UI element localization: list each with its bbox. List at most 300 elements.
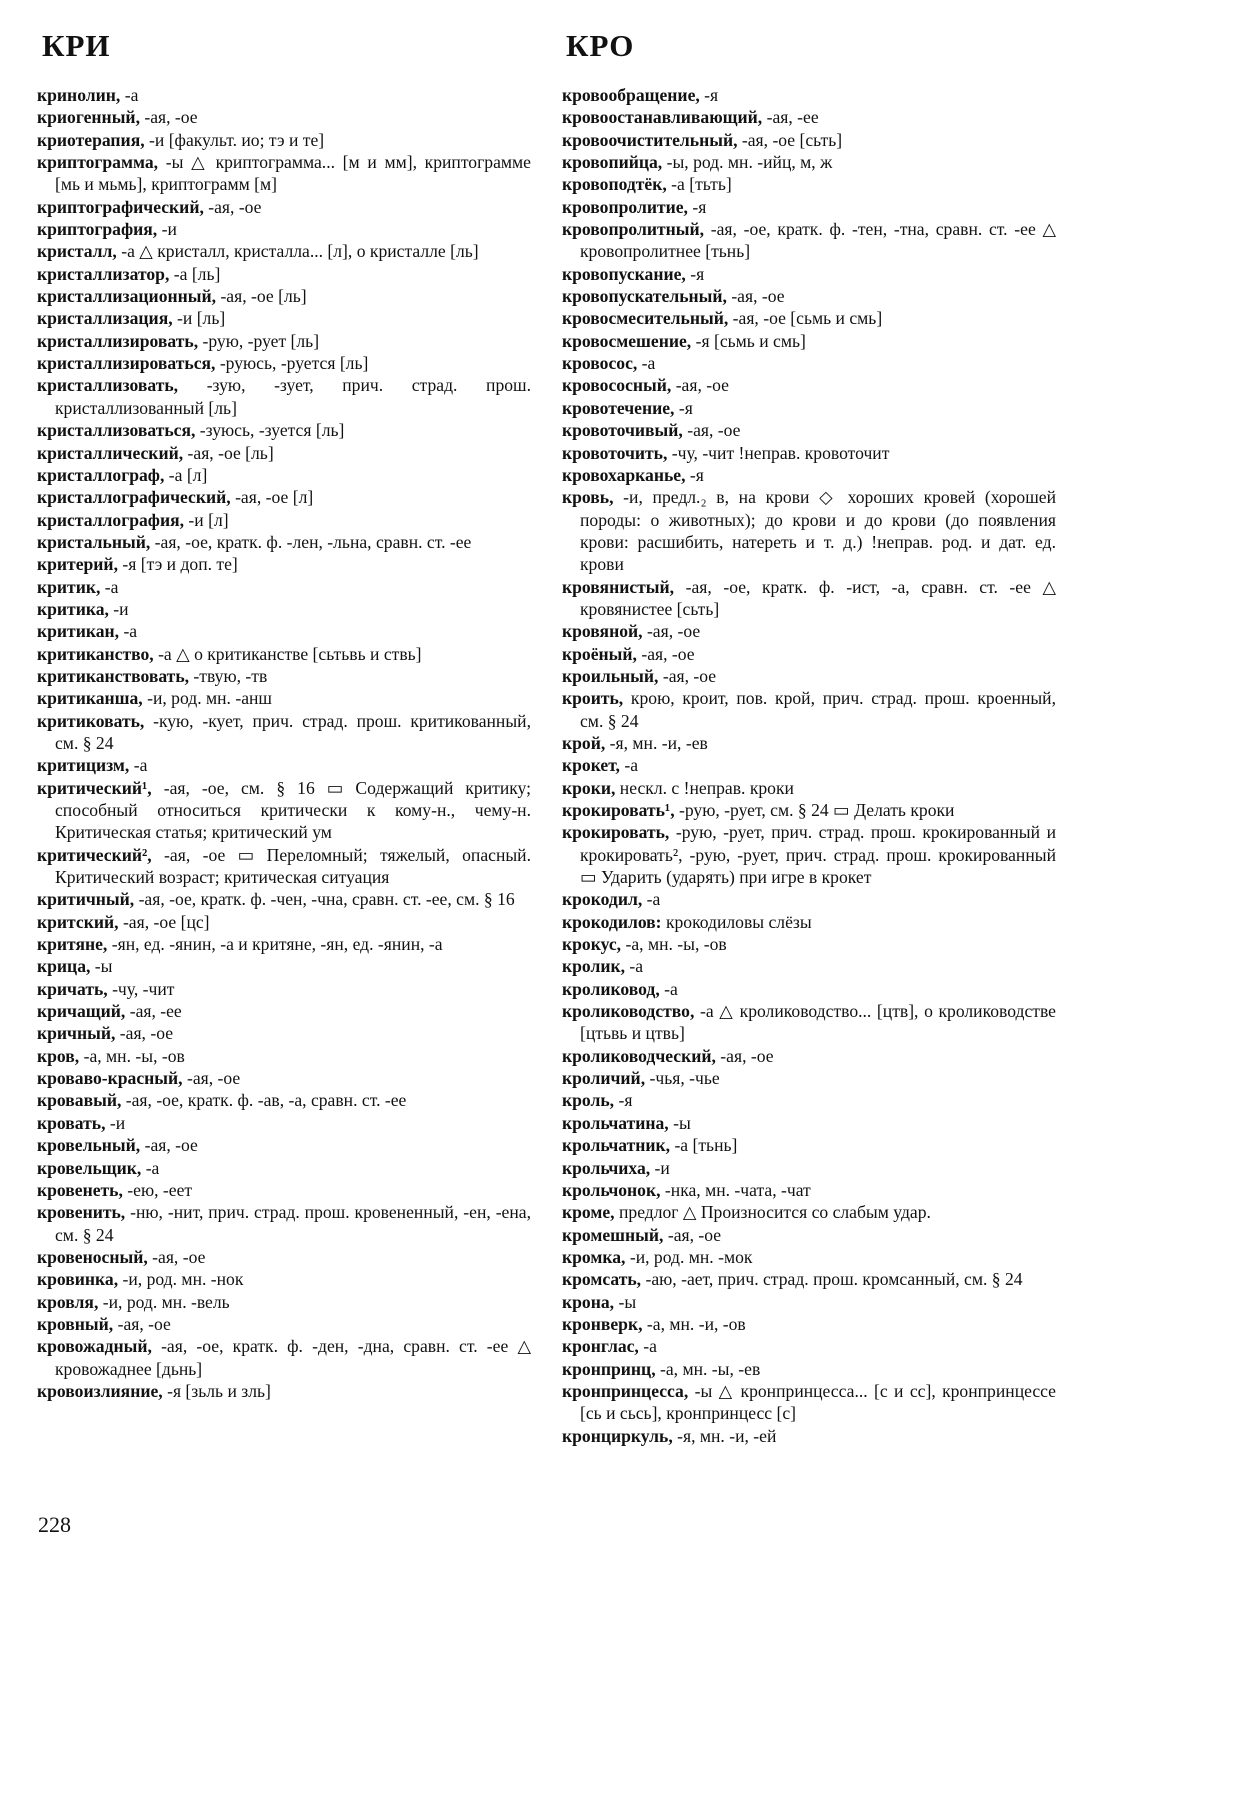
entry-definition: -ая, -ое bbox=[715, 1045, 774, 1066]
headword: кровинка, bbox=[37, 1269, 119, 1290]
headword: кровоточивый, bbox=[562, 420, 683, 441]
dictionary-entry bbox=[562, 330, 1056, 352]
left-column bbox=[37, 84, 531, 1402]
dictionary-entry bbox=[562, 576, 1056, 621]
headword: критикан, bbox=[37, 621, 120, 642]
headword: кролиководческий, bbox=[562, 1045, 716, 1066]
entry-definition: -а, мн. -ы, -ов bbox=[621, 934, 727, 955]
headword: кристальный, bbox=[37, 531, 151, 552]
headword: кроме, bbox=[562, 1202, 615, 1223]
headword: кровенеть, bbox=[37, 1179, 123, 1200]
entry-definition: -а bbox=[638, 1336, 657, 1357]
entry-definition: -ню, -нит, прич. страд. прош. кровененный, -ен, -ена, см. § 24 bbox=[55, 1202, 531, 1245]
entry-definition: -ая, -ое bbox=[139, 107, 198, 128]
headword: кровопийца, bbox=[562, 152, 663, 173]
dictionary-entry bbox=[37, 1022, 531, 1044]
dictionary-entry bbox=[562, 1380, 1056, 1425]
headword: крокодилов: bbox=[562, 911, 662, 932]
entry-definition: -а bbox=[659, 978, 678, 999]
entry-definition: -твую, -тв bbox=[189, 665, 268, 686]
dictionary-entry bbox=[562, 84, 1056, 106]
headword: криптография, bbox=[37, 219, 158, 240]
right-column bbox=[562, 84, 1056, 1447]
entry-definition: -ы bbox=[614, 1291, 637, 1312]
dictionary-entry bbox=[562, 1112, 1056, 1134]
headword: кровохарканье, bbox=[562, 464, 686, 485]
entry-definition: -ая, -ое [ль] bbox=[216, 286, 307, 307]
headword: кричный, bbox=[37, 1023, 116, 1044]
entry-definition: -я bbox=[674, 397, 693, 418]
dictionary-entry bbox=[37, 777, 531, 844]
dictionary-entry bbox=[37, 687, 531, 709]
entry-definition: -а △ о критиканстве [сьтьвь и ствь] bbox=[153, 643, 422, 664]
entry-definition: -а bbox=[625, 956, 644, 977]
entry-definition: -а [тьть] bbox=[666, 174, 732, 195]
dictionary-entry bbox=[562, 151, 1056, 173]
entry-definition: -а △ кролиководство... [цтв], о кролиководстве [цтьвь и цтвь] bbox=[580, 1001, 1056, 1044]
dictionary-entry bbox=[37, 531, 531, 553]
entry-definition: -ая, -ое bbox=[115, 1023, 174, 1044]
right-running-header: КРО bbox=[566, 28, 635, 63]
dictionary-entry bbox=[562, 933, 1056, 955]
entry-definition: -и, предл.₂ в, на крови ◇ хороших кровей (хорошей породы: о животных); до крови и до крови (до появления крови: расшибить, натереть и т. д.) !неправ. род. и дат. ед. крови bbox=[580, 487, 1056, 575]
entry-definition: -я bbox=[685, 464, 704, 485]
headword: крона, bbox=[562, 1291, 615, 1312]
headword: кровянистый, bbox=[562, 576, 675, 597]
headword: критиковать, bbox=[37, 710, 145, 731]
dictionary-entry bbox=[562, 1335, 1056, 1357]
dictionary-entry bbox=[37, 464, 531, 486]
headword: кровосмешение, bbox=[562, 330, 692, 351]
dictionary-entry bbox=[562, 888, 1056, 910]
headword: крокировать¹, bbox=[562, 800, 675, 820]
headword: кровенить, bbox=[37, 1202, 126, 1223]
entry-definition: предлог △ Произносится со слабым удар. bbox=[614, 1202, 931, 1223]
headword: кристаллизировать, bbox=[37, 330, 199, 351]
entry-definition: -и [факульт. ио; тэ и те] bbox=[144, 129, 325, 150]
entry-definition: -ая, -ое [ль] bbox=[183, 442, 274, 463]
dictionary-entry bbox=[562, 754, 1056, 776]
headword: кристалл, bbox=[37, 241, 117, 262]
dictionary-entry bbox=[562, 1000, 1056, 1045]
headword: кроваво-красный, bbox=[37, 1068, 183, 1089]
dictionary-entry bbox=[37, 263, 531, 285]
dictionary-entry bbox=[37, 754, 531, 776]
entry-definition: -ая, -ое bbox=[147, 1246, 206, 1267]
entry-definition: -и bbox=[105, 1112, 126, 1133]
entry-definition: -и bbox=[157, 219, 177, 240]
dictionary-entry bbox=[562, 643, 1056, 665]
headword: кровосмесительный, bbox=[562, 308, 729, 329]
headword: кроки, bbox=[562, 777, 616, 798]
headword: кричащий, bbox=[37, 1001, 126, 1022]
headword: кричать, bbox=[37, 978, 108, 999]
dictionary-entry bbox=[562, 196, 1056, 218]
headword: кринолин, bbox=[37, 85, 121, 105]
page-number: 228 bbox=[38, 1512, 71, 1537]
entry-definition: -и [ль] bbox=[172, 308, 226, 329]
dictionary-entry bbox=[562, 911, 1056, 933]
dictionary-entry bbox=[37, 419, 531, 441]
entry-definition: -ая, -ое bbox=[203, 196, 262, 217]
headword: кровоизлияние, bbox=[37, 1380, 163, 1401]
entry-definition: -и, род. мн. -мок bbox=[625, 1246, 753, 1267]
entry-definition: -а bbox=[120, 85, 139, 105]
headword: крольчатина, bbox=[562, 1112, 669, 1133]
dictionary-entry bbox=[37, 285, 531, 307]
dictionary-entry bbox=[37, 1313, 531, 1335]
entry-definition: -а bbox=[141, 1157, 160, 1178]
entry-definition: -и bbox=[650, 1157, 670, 1178]
dictionary-entry bbox=[37, 129, 531, 151]
entry-definition: -ая, -ое bbox=[671, 375, 729, 396]
entry-definition: -рую, -рует, прич. страд. прош. крокированный и крокировать², -рую, -рует, прич. страд. прош. крокированный ▭ Ударить (ударять) при игре в крокет bbox=[580, 822, 1056, 888]
entry-definition: -чу, -чит bbox=[107, 978, 175, 999]
entry-definition: -я, мн. -и, -ев bbox=[605, 732, 708, 753]
headword: крица, bbox=[37, 956, 91, 977]
entry-definition: -а △ кристалл, кристалла... [л], о кристалле [ль] bbox=[116, 241, 479, 262]
dictionary-entry bbox=[562, 307, 1056, 329]
headword: кромка, bbox=[562, 1246, 626, 1267]
headword: кристаллизоваться, bbox=[37, 420, 196, 441]
entry-definition: -ы bbox=[668, 1112, 691, 1133]
headword: критичный, bbox=[37, 889, 135, 910]
headword: кронпринцесса, bbox=[562, 1380, 689, 1401]
dictionary-entry bbox=[562, 620, 1056, 642]
dictionary-entry bbox=[37, 1179, 531, 1201]
dictionary-entry bbox=[562, 1201, 1056, 1223]
entry-definition: -я bbox=[685, 263, 705, 284]
entry-definition: -я, мн. -и, -ей bbox=[672, 1425, 777, 1446]
dictionary-entry bbox=[562, 129, 1056, 151]
entry-definition: -я bbox=[687, 196, 707, 217]
headword: критиканство, bbox=[37, 643, 154, 664]
headword: кровный, bbox=[37, 1313, 114, 1334]
entry-definition: -а bbox=[129, 755, 148, 776]
entry-definition: -ая, -ое bbox=[658, 665, 717, 686]
dictionary-entry bbox=[562, 1089, 1056, 1111]
dictionary-entry bbox=[37, 509, 531, 531]
headword: кристаллизовать, bbox=[37, 375, 179, 396]
entry-definition: -аю, -ает, прич. страд. прош. кромсанный, см. § 24 bbox=[641, 1269, 1023, 1290]
entry-definition: -рую, -рует [ль] bbox=[198, 330, 320, 351]
dictionary-entry bbox=[562, 821, 1056, 888]
headword: критик, bbox=[37, 576, 101, 597]
dictionary-entry bbox=[562, 173, 1056, 195]
headword: критический¹, bbox=[37, 777, 152, 798]
entry-definition: -а bbox=[619, 755, 639, 776]
entry-definition: -а, мн. -и, -ов bbox=[642, 1313, 746, 1334]
headword: кристаллизационный, bbox=[37, 286, 217, 307]
entry-definition: -а, мн. -ы, -ев bbox=[655, 1358, 761, 1379]
entry-definition: крокодиловы слёзы bbox=[661, 911, 812, 932]
dictionary-entry bbox=[562, 106, 1056, 128]
dictionary-entry bbox=[37, 307, 531, 329]
entry-definition: крою, кроит, пов. крой, прич. страд. прош. кроенный, см. § 24 bbox=[580, 688, 1056, 731]
headword: крокет, bbox=[562, 755, 620, 776]
dictionary-entry bbox=[37, 576, 531, 598]
headword: кровопролитие, bbox=[562, 196, 688, 217]
dictionary-entry bbox=[37, 1000, 531, 1022]
headword: кровяной, bbox=[562, 621, 643, 642]
headword: кровельный, bbox=[37, 1135, 141, 1156]
headword: кров, bbox=[37, 1045, 80, 1066]
dictionary-entry bbox=[562, 1291, 1056, 1313]
entry-definition: -и, род. мн. -анш bbox=[142, 688, 272, 709]
entry-definition: -рую, -рует, см. § 24 ▭ Делать кроки bbox=[674, 800, 955, 820]
entry-definition: -ян, ед. -янин, -а и критяне, -ян, ед. -янин, -а bbox=[107, 934, 443, 955]
entry-definition: -руюсь, -руется [ль] bbox=[215, 353, 369, 374]
dictionary-entry bbox=[37, 710, 531, 755]
headword: кролиководство, bbox=[562, 1001, 695, 1022]
dictionary-entry bbox=[37, 374, 531, 419]
headword: кронпринц, bbox=[562, 1358, 656, 1379]
dictionary-entry bbox=[37, 1380, 531, 1402]
dictionary-entry bbox=[562, 978, 1056, 1000]
headword: кровоочистительный, bbox=[562, 129, 738, 150]
entry-definition: -ая, -ое, кратк. ф. -ден, -дна, сравн. ст. -ее △ кровожаднее [дьнь] bbox=[55, 1336, 531, 1379]
entry-definition: -нка, мн. -чата, -чат bbox=[660, 1179, 811, 1200]
dictionary-entry bbox=[562, 1134, 1056, 1156]
headword: кровеносный, bbox=[37, 1246, 148, 1267]
dictionary-entry bbox=[37, 1045, 531, 1067]
entry-definition: -кую, -кует, прич. страд. прош. критикованный, см. § 24 bbox=[55, 710, 531, 753]
entry-definition: -ая, -ое, см. § 16 ▭ Содержащий критику; способный относиться критически к кому-н., чему-н. Критическая статья; критический ум bbox=[55, 777, 531, 843]
headword: кроить, bbox=[562, 688, 624, 709]
headword: крольчатник, bbox=[562, 1135, 671, 1156]
dictionary-entry bbox=[562, 955, 1056, 977]
entry-definition: -ая, -ое [л] bbox=[230, 487, 314, 508]
headword: критиканша, bbox=[37, 688, 143, 709]
headword: критический², bbox=[37, 844, 152, 865]
dictionary-entry bbox=[37, 84, 531, 106]
dictionary-entry bbox=[562, 1045, 1056, 1067]
entry-definition: -ая, -ое [сьмь и смь] bbox=[728, 308, 883, 329]
entry-definition: -ы bbox=[90, 956, 113, 977]
entry-definition: -а [л] bbox=[164, 464, 208, 485]
entry-definition: -ая, -ое, кратк. ф. -лен, -льна, сравн. ст. -ее bbox=[150, 531, 472, 552]
entry-definition: -а bbox=[100, 576, 119, 597]
dictionary-entry bbox=[562, 1268, 1056, 1290]
entry-definition: -а, мн. -ы, -ов bbox=[79, 1045, 185, 1066]
headword: кролик, bbox=[562, 956, 626, 977]
dictionary-entry bbox=[562, 687, 1056, 732]
entry-definition: -я [сьмь и смь] bbox=[691, 330, 806, 351]
dictionary-entry bbox=[562, 1067, 1056, 1089]
dictionary-entry bbox=[37, 352, 531, 374]
entry-definition: -ая, -ое, кратк. ф. -ав, -а, сравн. ст. -ее bbox=[121, 1090, 407, 1111]
entry-definition: -ая, -ое, кратк. ф. -чен, -чна, сравн. ст. -ее, см. § 16 bbox=[134, 889, 515, 910]
dictionary-entry bbox=[37, 442, 531, 464]
dictionary-entry bbox=[562, 1179, 1056, 1201]
dictionary-entry bbox=[37, 196, 531, 218]
dictionary-entry bbox=[37, 1335, 531, 1380]
dictionary-entry bbox=[37, 598, 531, 620]
headword: криогенный, bbox=[37, 107, 140, 128]
dictionary-entry bbox=[37, 1201, 531, 1246]
headword: кроёный, bbox=[562, 643, 637, 664]
entry-definition: -ы, род. мн. -ийц, м, ж bbox=[662, 152, 833, 173]
entry-definition: -зую, -зует, прич. страд. прош. кристаллизованный [ль] bbox=[55, 375, 531, 418]
headword: критяне, bbox=[37, 934, 108, 955]
headword: кромсать, bbox=[562, 1269, 642, 1290]
headword: кроль, bbox=[562, 1090, 615, 1111]
entry-definition: -ы △ криптограмма... [м и мм], криптограмме [мь и мьмь], криптограмм [м] bbox=[55, 152, 531, 195]
dictionary-entry bbox=[562, 1157, 1056, 1179]
dictionary-entry bbox=[562, 419, 1056, 441]
headword: криотерапия, bbox=[37, 129, 145, 150]
headword: крокодил, bbox=[562, 889, 643, 910]
headword: крольчиха, bbox=[562, 1157, 651, 1178]
headword: кровопускательный, bbox=[562, 286, 727, 307]
headword: криптографический, bbox=[37, 196, 204, 217]
entry-definition: -и [л] bbox=[184, 509, 229, 530]
entry-definition: -чу, -чит !неправ. кровоточит bbox=[667, 442, 890, 463]
entry-definition: -я [тэ и доп. те] bbox=[117, 554, 238, 575]
dictionary-entry bbox=[562, 1224, 1056, 1246]
dictionary-entry bbox=[37, 218, 531, 240]
dictionary-entry bbox=[562, 397, 1056, 419]
entry-definition: -и bbox=[108, 598, 129, 619]
headword: кровавый, bbox=[37, 1090, 122, 1111]
dictionary-entry bbox=[37, 955, 531, 977]
entry-definition: -и, род. мн. -вель bbox=[98, 1291, 230, 1312]
dictionary-entry bbox=[37, 888, 531, 910]
dictionary-entry bbox=[562, 1425, 1056, 1447]
dictionary-entry bbox=[37, 106, 531, 128]
entry-definition: -зуюсь, -зуется [ль] bbox=[195, 420, 345, 441]
headword: критицизм, bbox=[37, 755, 130, 776]
dictionary-entry bbox=[562, 799, 1056, 821]
headword: кровоточить, bbox=[562, 442, 668, 463]
dictionary-entry bbox=[37, 240, 531, 262]
headword: кроликовод, bbox=[562, 978, 660, 999]
headword: критерий, bbox=[37, 554, 118, 575]
headword: кристаллизироваться, bbox=[37, 353, 216, 374]
dictionary-entry bbox=[562, 486, 1056, 575]
entry-definition: -ы △ кронпринцесса... [с и сс], кронпринцессе [сь и сьсь], кронпринцесс [с] bbox=[580, 1380, 1056, 1424]
dictionary-entry bbox=[562, 285, 1056, 307]
entry-definition: -ая, -ое bbox=[682, 420, 741, 441]
headword: кровь, bbox=[562, 487, 614, 508]
headword: кровля, bbox=[37, 1291, 99, 1312]
entry-definition: -ая, -ое [цс] bbox=[118, 911, 210, 932]
dictionary-entry bbox=[37, 553, 531, 575]
dictionary-entry bbox=[37, 1268, 531, 1290]
entry-definition: -ая, -ое, кратк. ф. -тен, -тна, сравн. ст. -ее △ кровопролитнее [тьнь] bbox=[580, 219, 1056, 262]
headword: кровотечение, bbox=[562, 397, 675, 418]
dictionary-entry bbox=[37, 643, 531, 665]
headword: кровельщик, bbox=[37, 1157, 142, 1178]
headword: кристаллографический, bbox=[37, 487, 231, 508]
headword: крой, bbox=[562, 732, 606, 753]
dictionary-entry bbox=[562, 442, 1056, 464]
headword: кровопролитный, bbox=[562, 219, 705, 240]
headword: кровать, bbox=[37, 1112, 106, 1133]
entry-definition: -ая, -ее bbox=[125, 1001, 182, 1022]
headword: криптограмма, bbox=[37, 152, 159, 173]
headword: кроильный, bbox=[562, 665, 659, 686]
dictionary-entry bbox=[562, 374, 1056, 396]
dictionary-entry bbox=[562, 352, 1056, 374]
dictionary-entry bbox=[37, 665, 531, 687]
dictionary-entry bbox=[37, 1157, 531, 1179]
dictionary-entry bbox=[37, 911, 531, 933]
entry-definition: -ая, -ое bbox=[663, 1224, 722, 1245]
dictionary-entry bbox=[37, 1089, 531, 1111]
dictionary-entry bbox=[562, 1246, 1056, 1268]
headword: кристаллография, bbox=[37, 509, 185, 530]
dictionary-entry bbox=[37, 978, 531, 1000]
entry-definition: -я bbox=[699, 85, 719, 105]
entry-definition: -а bbox=[119, 621, 138, 642]
entry-definition: -ая, -ое bbox=[642, 621, 701, 642]
dictionary-entry bbox=[562, 777, 1056, 799]
dictionary-entry bbox=[562, 1358, 1056, 1380]
dictionary-entry bbox=[37, 330, 531, 352]
entry-definition: -ею, -еет bbox=[122, 1179, 193, 1200]
dictionary-entry bbox=[37, 486, 531, 508]
headword: кронверк, bbox=[562, 1313, 643, 1334]
entry-definition: -ая, -ое bbox=[636, 643, 695, 664]
dictionary-entry bbox=[37, 1112, 531, 1134]
headword: кровоостанавливающий, bbox=[562, 107, 763, 128]
headword: критика, bbox=[37, 598, 109, 619]
headword: кровожадный, bbox=[37, 1336, 152, 1357]
headword: кровопускание, bbox=[562, 263, 686, 284]
headword: кромешный, bbox=[562, 1224, 664, 1245]
entry-definition: -а [тьнь] bbox=[670, 1135, 738, 1156]
dictionary-entry bbox=[562, 665, 1056, 687]
headword: кристаллизатор, bbox=[37, 263, 170, 284]
dictionary-entry bbox=[37, 933, 531, 955]
dictionary-entry bbox=[37, 151, 531, 196]
entry-definition: -я bbox=[614, 1090, 633, 1111]
headword: критиканствовать, bbox=[37, 665, 190, 686]
entry-definition: -а [ль] bbox=[169, 263, 221, 284]
entry-definition: -ая, -ое ▭ Переломный; тяжелый, опасный. Критический возраст; критическая ситуация bbox=[55, 844, 531, 888]
dictionary-entry bbox=[562, 732, 1056, 754]
entry-definition: -чья, -чье bbox=[645, 1068, 720, 1089]
entry-definition: -ая, -ое bbox=[726, 286, 785, 307]
headword: кровососный, bbox=[562, 375, 672, 396]
dictionary-entry bbox=[562, 1313, 1056, 1335]
headword: кронглас, bbox=[562, 1336, 639, 1357]
headword: кристаллический, bbox=[37, 442, 184, 463]
dictionary-entry bbox=[562, 218, 1056, 263]
left-running-header: КРИ bbox=[42, 28, 111, 63]
dictionary-entry bbox=[37, 1067, 531, 1089]
headword: критский, bbox=[37, 911, 119, 932]
headword: крольчонок, bbox=[562, 1179, 661, 1200]
headword: кристаллизация, bbox=[37, 308, 173, 329]
entry-definition: -ая, -ое bbox=[182, 1068, 241, 1089]
entry-definition: -ая, -ое bbox=[140, 1135, 198, 1156]
dictionary-entry bbox=[37, 1291, 531, 1313]
headword: кронциркуль, bbox=[562, 1425, 673, 1446]
entry-definition: -а bbox=[637, 353, 656, 374]
entry-definition: -ая, -ое [сьть] bbox=[737, 129, 843, 150]
entry-definition: -я [зьль и зль] bbox=[162, 1380, 271, 1401]
entry-definition: -и, род. мн. -нок bbox=[118, 1269, 244, 1290]
headword: кровообращение, bbox=[562, 85, 700, 105]
dictionary-entry bbox=[37, 620, 531, 642]
dictionary-entry bbox=[37, 844, 531, 889]
entry-definition: -ая, -ое bbox=[113, 1313, 171, 1334]
headword: кристаллограф, bbox=[37, 464, 165, 485]
headword: кровоподтёк, bbox=[562, 174, 667, 195]
entry-definition: -ая, -ое, кратк. ф. -ист, -а, сравн. ст. -ее △ кровянистее [сьть] bbox=[580, 576, 1056, 619]
